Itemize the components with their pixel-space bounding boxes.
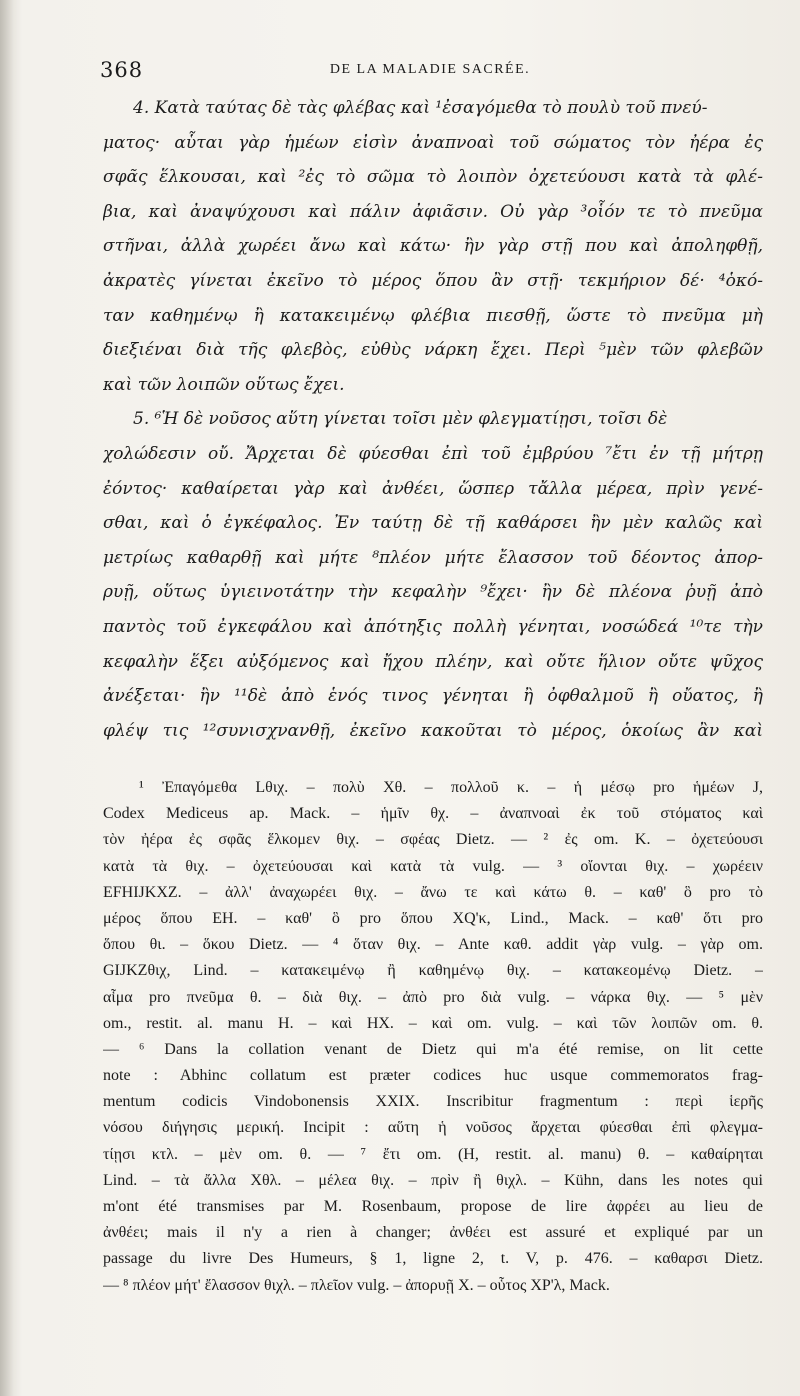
text-line: κεφαλὴν ἕξει αὐξόμενος καὶ ἤχου πλέην, καὶ οὔτε ἥλιον οὔτε ψῦχος — [103, 651, 763, 672]
text-line: χολώδεσιν οὔ. Ἄρχεται δὲ φύεσθαι ἐπὶ τοῦ ἐμβρύου ⁷ἔτι ἐν τῇ μήτρῃ — [103, 443, 763, 464]
text-line: καὶ τῶν λοιπῶν οὕτως ἔχει. — [103, 374, 345, 395]
footnote-line: Codex Mediceus ap. Mack. – ἡμῖν θχ. – ἀναπνοαὶ ἐκ τοῦ στόματος καὶ — [103, 805, 763, 823]
text-line: μετρίως καθαρθῇ καὶ μήτε ⁸πλέον μήτε ἔλασσον τοῦ δέοντος ἀπορ- — [103, 547, 763, 568]
page-number: 368 — [100, 58, 144, 82]
footnote-line: m'ont été transmises par M. Rosenbaum, propose de lire ἀφρέει au lieu de — [103, 1198, 763, 1215]
footnote-line: — ⁸ πλέον μήτ' ἔλασσον θιχλ. – πλεῖον vulg. – ἀπορυῇ X. – οὗτος XP'λ, Mack. — [103, 1276, 610, 1294]
text-line: 5. ⁶Ἡ δὲ νοῦσος αὕτη γίνεται τοῖσι μὲν φλεγματίῃσι, τοῖσι δὲ — [133, 409, 668, 430]
footnote-line: ¹ Ἐπαγόμεθα Lθιχ. – πολὺ Xθ. – πολλοῦ κ. – ἡ μέσῳ pro ἡμέων J, — [139, 779, 763, 796]
text-line: διεξιέναι διὰ τῆς φλεβὸς, εὐθὺς νάρκη ἔχει. Περὶ ⁵μὲν τῶν φλεβῶν — [103, 340, 763, 361]
text-line: παντὸς τοῦ ἐγκεφάλου καὶ ἀπότηξις πολλὴ γένηται, νοσώδεά ¹⁰τε τὴν — [103, 616, 763, 637]
footnote-line: — ⁶ Dans la collation venant de Dietz qui m'a été remise, on lit cette — [103, 1040, 763, 1058]
text-line: ρυῇ, οὕτως ὑγιεινοτάτην τὴν κεφαλὴν ⁹ἔχει· ἢν δὲ πλέονα ῥυῇ ἀπὸ — [103, 582, 763, 603]
greek-main-text — [103, 91, 763, 748]
text-line: σθαι, καὶ ὁ ἐγκέφαλος. Ἐν ταύτῃ δὲ τῇ καθάρσει ἢν μὲν καλῶς καὶ — [103, 513, 763, 534]
text-line: ἀκρατὲς γίνεται ἐκεῖνο τὸ μέρος ὅπου ἂν στῇ· τεκμήριον δέ· ⁴ὁκό- — [103, 270, 763, 291]
footnote-line: κατὰ τὰ θιχ. – ὀχετεύουσαι καὶ κατὰ τὰ vulg. — ³ οἴονται θιχ. – χωρέειν — [103, 857, 763, 875]
footnote-line: μέρος ὅπου EH. – καθ' ὃ pro ὅπου XQ'κ, Lind., Mack. – καθ' ὅτι pro — [103, 909, 763, 927]
page-edge-shadow — [0, 0, 14, 1396]
footnote-line: EFHIJKXZ. – ἀλλ' ἀναχωρέει θιχ. – ἄνω τε καὶ κάτω θ. – καθ' ὃ pro τὸ — [103, 883, 763, 901]
text-line: σφᾶς ἕλκουσαι, καὶ ²ἐς τὸ σῶμα τὸ λοιπὸν ὀχετεύουσι κατὰ τὰ φλέ- — [103, 167, 763, 188]
footnote-line: om., restit. al. manu H. – καὶ HX. – καὶ om. vulg. – καὶ τῶν λοιπῶν om. θ. — [103, 1014, 763, 1032]
footnote-line: Lind. – τὰ ἄλλα Xθλ. – μέλεα θιχ. – πρὶν ἢ θιχλ. – Kühn, dans les notes qui — [103, 1171, 763, 1189]
footnote-line: ἀνθέει; mais il n'y a rien à changer; ἀνθέει est assuré et expliqué par un — [103, 1224, 763, 1242]
footnote-line: GIJKZθιχ, Lind. – κατακειμένῳ ἢ καθημένῳ θιχ. – κατακεομένῳ Dietz. – — [103, 962, 763, 980]
text-line: φλέψ τις ¹²συνισχνανθῇ, ἐκεῖνο κακοῦται τὸ μέρος, ὁκοίως ἂν καὶ — [103, 720, 763, 741]
page-header — [100, 58, 760, 88]
text-line: 4. Κατὰ ταύτας δὲ τὰς φλέβας καὶ ¹ἐσαγόμεθα τὸ πουλὺ τοῦ πνεύ- — [133, 98, 708, 118]
footnote-line: ὅπου θι. – ὅκου Dietz. — ⁴ ὅταν θιχ. – Ante καθ. addit γὰρ vulg. – γὰρ om. — [103, 936, 763, 954]
text-line: ματος· αὗται γὰρ ἡμέων εἰσὶν ἀναπνοαὶ τοῦ σώματος τὸν ἠέρα ἐς — [103, 132, 763, 153]
running-head: DE LA MALADIE SACRÉE. — [329, 62, 531, 77]
footnote-line: passage du livre Des Humeurs, § 1, ligne 2, t. V, p. 476. – καθαρσι Dietz. — [103, 1250, 763, 1268]
text-line: βια, καὶ ἀναψύχουσι καὶ πάλιν ἀφιᾶσιν. Οὐ γὰρ ³οἷόν τε τὸ πνεῦμα — [103, 201, 763, 222]
footnote-line: αἷμα pro πνεῦμα θ. – διὰ θιχ. – ἀπὸ pro διὰ vulg. – νάρκα θιχ. — ⁵ μὲν — [103, 988, 763, 1006]
footnotes — [103, 775, 763, 1299]
footnote-line: mentum codicis Vindobonensis XXIX. Inscribitur fragmentum : περὶ ἱερῆς — [103, 1093, 763, 1111]
footnote-line: τὸν ἠέρα ἐς σφᾶς ἕλκομεν θιχ. – σφέας Dietz. — ² ἐς om. K. – ὀχετεύουσι — [103, 831, 763, 849]
footnote-line: νόσου διήγησις μερική. Incipit : αὕτη ἡ νοῦσος ἄρχεται φύεσθαι ἐπὶ φλεγμα- — [103, 1119, 763, 1137]
text-line: ἐόντος· καθαίρεται γὰρ καὶ ἀνθέει, ὥσπερ τἄλλα μέρεα, πρὶν γενέ- — [103, 478, 763, 499]
footnote-line: note : Abhinc collatum est præter codices huc usque commemoratos frag- — [103, 1067, 763, 1085]
text-line: ἀνέξεται· ἢν ¹¹δὲ ἀπὸ ἑνός τινος γένηται ἢ ὀφθαλμοῦ ἢ οὔατος, ἢ — [103, 686, 763, 707]
text-line: ταν καθημένῳ ἢ κατακειμένῳ φλέβια πιεσθῇ, ὥστε τὸ πνεῦμα μὴ — [103, 305, 763, 326]
text-line: στῆναι, ἀλλὰ χωρέει ἄνω καὶ κάτω· ἢν γὰρ στῇ που καὶ ἀποληφθῇ, — [103, 236, 763, 257]
footnote-line: τίῃσι κτλ. – μὲν om. θ. — ⁷ ἔτι om. (H, restit. al. manu) θ. – καθαίρηται — [103, 1145, 763, 1163]
